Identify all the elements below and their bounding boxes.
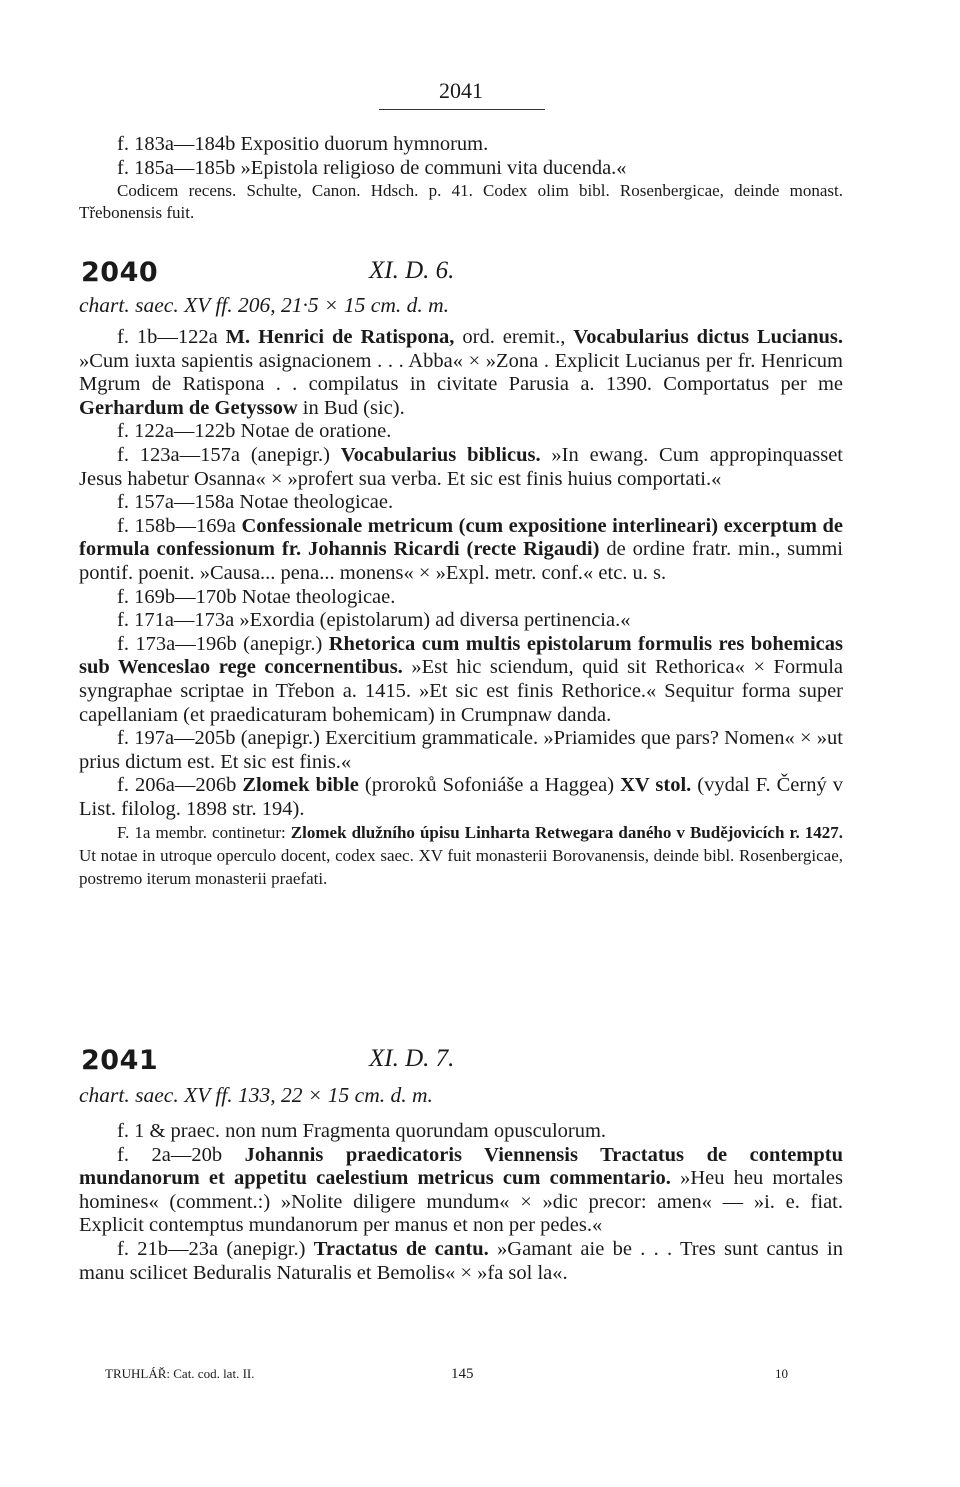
item: f. 171a—173a »Exordia (epistolarum) ad diversa pertinencia.«	[117, 609, 631, 632]
entry-number: 2041	[81, 1045, 159, 1076]
entry-signature: XI. D. 6.	[369, 257, 455, 284]
item: f. 206a—206b Zlomek bible (proroků Sofoniáše a Haggea) XV stol. (vydal F. Černý v List. filolog. 1898 str. 194).	[79, 774, 843, 820]
entry-2041-description: chart. saec. XV ff. 133, 22 × 15 cm. d. m.	[79, 1083, 433, 1107]
entry-signature: XI. D. 7.	[369, 1045, 455, 1072]
page-number: 2041	[439, 78, 483, 103]
document-page	[79, 0, 843, 1487]
header-rule	[379, 109, 545, 110]
item: f. 122a—122b Notae de oratione.	[117, 420, 392, 443]
entry-2040-body	[79, 326, 843, 890]
entry-2040-heading	[79, 257, 843, 291]
entry-2041-body	[79, 1120, 843, 1285]
item: f. 158b—169a Confessionale metricum (cum expositione interlineari) excerptum de formula confessionum fr. Johannis Ricardi (recte Rigaudi) de ordine fratr. min., summi pontif. poenit. »Causa... pena... monens« × »Expl. metr. conf.« etc. u. s.	[79, 514, 843, 584]
item: f. 169b—170b Notae theologicae.	[117, 585, 396, 608]
item: f. 2a—20b Johannis praedicatoris Viennensis Tractatus de contemptu mundanorum et appetitu caelestium metricus cum commentario. »Heu heu mortales homines« (comment.:) »Nolite diligere mundum« × »dic precor: amen« — »i. e. fiat. Explicit contemptus mundanorum per manus et non per pedes.«	[79, 1143, 844, 1237]
item: f. 1b—122a M. Henrici de Ratispona, ord. eremit., Vocabularius dictus Lucianus. »Cum iuxta sapientis asignacionem . . . Abba« × »Zona . Explicit Lucianus per fr. Henricum Mgrum de Ratispona . . compilatus in civitate Parusia a. 1390. Comportatus per me Gerhardum de Getyssow in Bud (sic).	[79, 326, 844, 419]
item: f. 157a—158a Notae theologicae.	[117, 491, 394, 514]
prev-note: Codicem recens. Schulte, Canon. Hdsch. p. 41. Codex olim bibl. Rosenbergicae, deinde monast. Třebonensis fuit.	[79, 181, 843, 223]
footer-signature-mark: 10	[775, 1366, 788, 1381]
item: f. 123a—157a (anepigr.) Vocabularius biblicus. »In ewang. Cum appropinquasset Jesus habetur Osanna« × »profert sua verba. Et sic est finis huius comportati.«	[79, 443, 843, 490]
item: f. 1 & praec. non num Fragmenta quorundam opusculorum.	[117, 1120, 607, 1142]
entry-2041-heading	[79, 1045, 843, 1079]
footer-sheet: 145	[451, 1366, 474, 1382]
item: f. 197a—205b (anepigr.) Exercitium grammaticale. »Priamides que pars? Nomen« × »ut prius dictum est. Et sic est finis.«	[79, 727, 843, 773]
prev-entry	[79, 133, 843, 224]
entry-note: F. 1a membr. continetur: Zlomek dlužního úpisu Linharta Retwegara daného v Budějovicích r. 1427. Ut notae in utroque operculo docent, codex saec. XV fuit monasterii Borovanensis, deinde bibl. Rosenbergicae, postremo iterum monasterii praefati.	[79, 823, 844, 889]
footer-author: TRUHLÁŘ: Cat. cod. lat. II.	[105, 1366, 255, 1381]
prev-line-2: f. 185a—185b »Epistola religioso de communi vita ducenda.«	[117, 156, 627, 179]
item: f. 21b—23a (anepigr.) Tractatus de cantu. »Gamant aie be . . . Tres sunt cantus in manu scilicet Beduralis Naturalis et Bemolis« × »fa sol la«.	[79, 1237, 843, 1284]
prev-line-1: f. 183a—184b Expositio duorum hymnorum.	[117, 133, 489, 155]
item: f. 173a—196b (anepigr.) Rhetorica cum multis epistolarum formulis res bohemicas sub Wenceslao rege concernentibus. »Est hic sciendum, quid sit Rethorica« × Formula syngraphae scriptae in Třebon a. 1415. »Et sic est finis Rethorice.« Sequitur forma super capellaniam (et praedicaturam bohemicam) in Crumpnaw danda.	[79, 632, 844, 726]
entry-number: 2040	[81, 257, 159, 288]
entry-2040-description: chart. saec. XV ff. 206, 21·5 × 15 cm. d. m.	[79, 293, 450, 317]
